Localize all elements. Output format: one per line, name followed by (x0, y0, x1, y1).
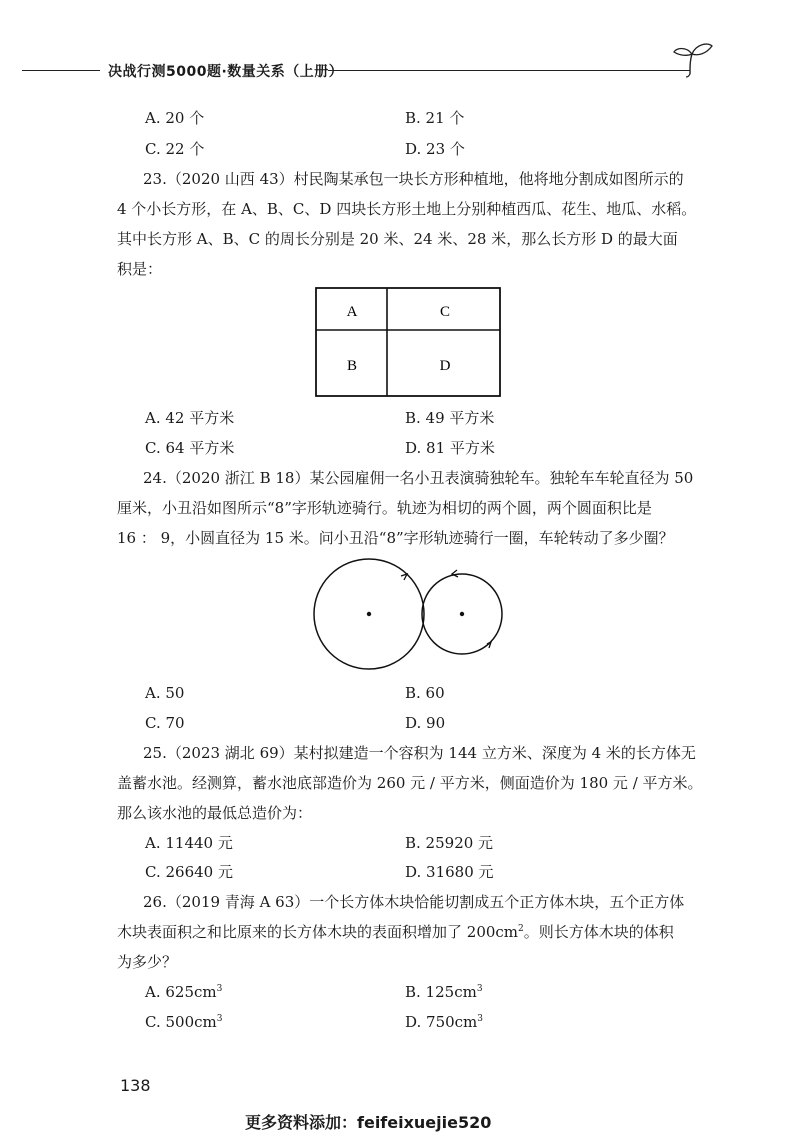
header-rule-left (22, 70, 100, 71)
q23-line: 23.（2020 山西 43）村民陶某承包一块长方形种植地，他将地分割成如图所示的 (143, 170, 684, 188)
q26-line (117, 921, 674, 943)
q26-line: 26.（2019 青海 A 63）一个长方体木块恰能切割成五个正方体木块，五个正方体 (143, 893, 685, 911)
q24-line: 厘米，小丑沿如图所示“8”字形轨迹骑行。轨迹为相切的两个圆，两个圆面积比是 (117, 499, 652, 517)
q23-line: 4 个小长方形，在 A、B、C、D 四块长方形土地上分别种植西瓜、花生、地瓜、水稻。 (117, 200, 697, 218)
option-a: A. 20 个 (145, 109, 205, 127)
option-c: C. 26640 元 (145, 863, 233, 881)
running-header (0, 40, 800, 80)
direction-arrow-small-top (452, 570, 458, 577)
option-d: D. 81 平方米 (405, 439, 495, 457)
sprout-icon (668, 40, 718, 80)
label-a: A (346, 304, 358, 320)
option-b: B. 25920 元 (405, 834, 494, 852)
superscript: 3 (477, 1014, 484, 1024)
q26-line: 为多少？ (117, 953, 178, 971)
direction-arrow-large (401, 574, 407, 580)
figure-eight-track (308, 558, 508, 678)
option-a: A. 11440 元 (145, 834, 233, 852)
option-c: C. 70 (145, 714, 185, 732)
book-title: 决战行测5000题·数量关系（上册） (108, 64, 344, 80)
header-rule-right (328, 70, 690, 71)
q25-line: 那么该水池的最低总造价为： (117, 804, 313, 822)
q26-line2-tail: 。则长方体木块的体积 (523, 923, 674, 941)
option-d: D. 90 (405, 714, 446, 732)
footer-note: 更多资料添加：feifeixuejie520 (245, 1113, 492, 1132)
superscript: 3 (476, 984, 483, 994)
superscript: 2 (518, 924, 524, 934)
option-d: D. 23 个 (405, 140, 465, 158)
small-circle-center (460, 612, 464, 616)
q24-line: 24.（2020 浙江 B 18）某公园雇佣一名小丑表演骑独轮车。独轮车车轮直径为 50 (143, 469, 694, 487)
label-b: B (346, 358, 358, 374)
option-b: B. 21 个 (405, 109, 465, 127)
option-a: A. 50 (145, 684, 185, 702)
q24-line: 16 ： 9，小圆直径为 15 米。问小丑沿“8”字形轨迹骑行一圈，车轮转动了多少圈？ (117, 529, 674, 547)
option-d-text: D. 750cm (405, 1013, 478, 1031)
option-c: C. 22 个 (145, 140, 205, 158)
outer-rectangle (316, 288, 500, 396)
option-b: B. 49 平方米 (405, 409, 495, 427)
option-d (405, 1011, 483, 1033)
q23-line: 其中长方形 A、B、C 的周长分别是 20 米、24 米、28 米，那么长方形 D 的最大面 (117, 230, 678, 248)
option-c (145, 1011, 222, 1033)
superscript: 3 (216, 984, 223, 994)
option-a-text: A. 625cm (145, 983, 217, 1001)
q25-line: 盖蓄水池。经测算，蓄水池底部造价为 260 元 / 平方米，侧面造价为 180 元 / 平方米。 (117, 774, 703, 792)
q23-line: 积是： (117, 260, 163, 278)
label-c: C (439, 304, 451, 320)
option-b (405, 981, 483, 1003)
page-number: 138 (120, 1076, 151, 1095)
q26-line2-text: 木块表面积之和比原来的长方体木块的表面积增加了 200cm (117, 923, 519, 941)
option-a: A. 42 平方米 (145, 409, 235, 427)
option-b-text: B. 125cm (405, 983, 477, 1001)
label-d: D (439, 358, 451, 374)
rectangle-grid-figure (314, 286, 504, 400)
option-b: B. 60 (405, 684, 445, 702)
option-c-text: C. 500cm (145, 1013, 217, 1031)
option-c: C. 64 平方米 (145, 439, 235, 457)
large-circle-center (367, 612, 371, 616)
superscript: 3 (216, 1014, 223, 1024)
option-d: D. 31680 元 (405, 863, 494, 881)
q25-line: 25.（2023 湖北 69）某村拟建造一个容积为 144 立方米、深度为 4 米的长方体无 (143, 744, 696, 762)
option-a (145, 981, 222, 1003)
